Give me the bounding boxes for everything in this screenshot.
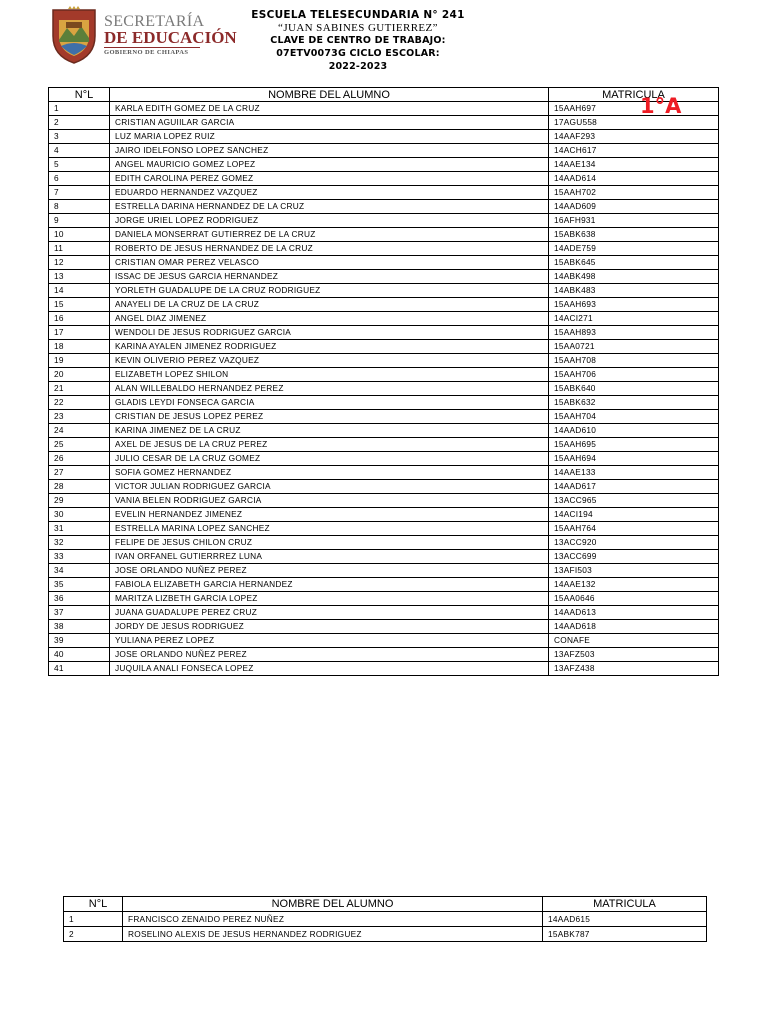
student-name: FABIOLA ELIZABETH GARCIA HERNANDEZ xyxy=(110,578,549,592)
student-matricula: 15AAH893 xyxy=(549,326,719,340)
student-matricula: 14AAD613 xyxy=(549,606,719,620)
table-header-row xyxy=(49,88,719,102)
student-name: ROBERTO DE JESUS HERNANDEZ DE LA CRUZ xyxy=(110,242,549,256)
header-name: NOMBRE DEL ALUMNO xyxy=(123,897,543,912)
student-matricula: 15AAH706 xyxy=(549,368,719,382)
student-name: SOFIA GOMEZ HERNANDEZ xyxy=(110,466,549,480)
row-number: 2 xyxy=(49,116,110,130)
student-name: AXEL DE JESUS DE LA CRUZ PEREZ xyxy=(110,438,549,452)
student-matricula: 13AFZ503 xyxy=(549,648,719,662)
student-matricula: 14ABK498 xyxy=(549,270,719,284)
student-name: GLADIS LEYDI FONSECA GARCIA xyxy=(110,396,549,410)
table-row xyxy=(49,424,719,438)
table-row xyxy=(49,284,719,298)
student-matricula: 14AAD614 xyxy=(549,172,719,186)
table-row xyxy=(49,508,719,522)
student-matricula: 13ACC920 xyxy=(549,536,719,550)
row-number: 14 xyxy=(49,284,110,298)
student-matricula: 15AAH764 xyxy=(549,522,719,536)
row-number: 9 xyxy=(49,214,110,228)
header-matricula: MATRICULA xyxy=(549,88,719,102)
student-name: WENDOLI DE JESUS RODRIGUEZ GARCIA xyxy=(110,326,549,340)
student-matricula: 13AFI503 xyxy=(549,564,719,578)
student-matricula: 14ADE759 xyxy=(549,242,719,256)
table-row xyxy=(49,340,719,354)
header-matricula: MATRICULA xyxy=(543,897,707,912)
row-number: 3 xyxy=(49,130,110,144)
student-name: YORLETH GUADALUPE DE LA CRUZ RODRIGUEZ xyxy=(110,284,549,298)
student-matricula: 14ACI194 xyxy=(549,508,719,522)
table-row xyxy=(49,466,719,480)
row-number: 26 xyxy=(49,452,110,466)
row-number: 22 xyxy=(49,396,110,410)
student-matricula: 15AAH704 xyxy=(549,410,719,424)
table-row xyxy=(49,172,719,186)
table-row xyxy=(49,480,719,494)
row-number: 16 xyxy=(49,312,110,326)
table-row xyxy=(49,312,719,326)
group-label: 1°A xyxy=(640,94,682,118)
student-matricula: 15AAH702 xyxy=(549,186,719,200)
logo-gobierno-text: GOBIERNO DE CHIAPAS xyxy=(104,49,189,56)
logo-divider xyxy=(104,47,200,48)
row-number: 19 xyxy=(49,354,110,368)
row-number: 25 xyxy=(49,438,110,452)
row-number: 27 xyxy=(49,466,110,480)
student-name: DANIELA MONSERRAT GUTIERREZ DE LA CRUZ xyxy=(110,228,549,242)
student-matricula: 14ABK483 xyxy=(549,284,719,298)
table-row xyxy=(49,396,719,410)
row-number: 1 xyxy=(64,912,123,927)
row-number: 11 xyxy=(49,242,110,256)
student-name: JORDY DE JESUS RODRIGUEZ xyxy=(110,620,549,634)
student-matricula: 16AFH931 xyxy=(549,214,719,228)
student-name: EDITH CAROLINA PEREZ GOMEZ xyxy=(110,172,549,186)
student-name: JUANA GUADALUPE PEREZ CRUZ xyxy=(110,606,549,620)
ciclo-escolar: 2022-2023 xyxy=(328,61,388,72)
table-row xyxy=(49,494,719,508)
student-name: IVAN ORFANEL GUTIERRREZ LUNA xyxy=(110,550,549,564)
student-name: JAIRO IDELFONSO LOPEZ SANCHEZ xyxy=(110,144,549,158)
table-row xyxy=(49,410,719,424)
student-matricula: 14AAF293 xyxy=(549,130,719,144)
row-number: 5 xyxy=(49,158,110,172)
student-matricula: 14AAE134 xyxy=(549,158,719,172)
row-number: 37 xyxy=(49,606,110,620)
table-row xyxy=(49,144,719,158)
student-name: EDUARDO HERNANDEZ VAZQUEZ xyxy=(110,186,549,200)
student-matricula: 14AAE132 xyxy=(549,578,719,592)
table-row xyxy=(49,242,719,256)
student-matricula: 15AAH708 xyxy=(549,354,719,368)
student-matricula: 17AGU558 xyxy=(549,116,719,130)
student-name: MARITZA LIZBETH GARCIA LOPEZ xyxy=(110,592,549,606)
student-matricula: 14AAD609 xyxy=(549,200,719,214)
student-name: ANAYELI DE LA CRUZ DE LA CRUZ xyxy=(110,298,549,312)
student-name: YULIANA PEREZ LOPEZ xyxy=(110,634,549,648)
row-number: 13 xyxy=(49,270,110,284)
student-name: ROSELINO ALEXIS DE JESUS HERNANDEZ RODRIGUEZ xyxy=(123,927,543,942)
row-number: 10 xyxy=(49,228,110,242)
row-number: 1 xyxy=(49,102,110,116)
student-name: CRISTIAN OMAR PEREZ VELASCO xyxy=(110,256,549,270)
student-name: ELIZABETH LOPEZ SHILON xyxy=(110,368,549,382)
student-matricula: 13ACC699 xyxy=(549,550,719,564)
row-number: 31 xyxy=(49,522,110,536)
row-number: 24 xyxy=(49,424,110,438)
table-row xyxy=(49,270,719,284)
student-matricula: 13AFZ438 xyxy=(549,662,719,676)
row-number: 17 xyxy=(49,326,110,340)
table-row xyxy=(64,927,707,942)
student-name: KEVIN OLIVERIO PEREZ VAZQUEZ xyxy=(110,354,549,368)
row-number: 40 xyxy=(49,648,110,662)
row-number: 32 xyxy=(49,536,110,550)
student-matricula: 14AAE133 xyxy=(549,466,719,480)
student-name: ANGEL DIAZ JIMENEZ xyxy=(110,312,549,326)
row-number: 21 xyxy=(49,382,110,396)
header-num: N°L xyxy=(64,897,123,912)
row-number: 38 xyxy=(49,620,110,634)
table-row xyxy=(49,382,719,396)
table-row xyxy=(49,592,719,606)
student-matricula: 15AA0721 xyxy=(549,340,719,354)
student-matricula: 13ACC965 xyxy=(549,494,719,508)
row-number: 35 xyxy=(49,578,110,592)
student-matricula: 14ACI271 xyxy=(549,312,719,326)
student-matricula: 14ACH617 xyxy=(549,144,719,158)
table-row xyxy=(49,130,719,144)
student-name: KARLA EDITH GOMEZ DE LA CRUZ xyxy=(110,102,549,116)
student-name: JULIO CESAR DE LA CRUZ GOMEZ xyxy=(110,452,549,466)
student-name: LUZ MARIA LOPEZ RUIZ xyxy=(110,130,549,144)
table-row xyxy=(49,452,719,466)
student-name: VANIA BELEN RODRIGUEZ GARCIA xyxy=(110,494,549,508)
row-number: 41 xyxy=(49,662,110,676)
student-name: VICTOR JULIAN RODRIGUEZ GARCIA xyxy=(110,480,549,494)
student-name: FELIPE DE JESUS CHILON CRUZ xyxy=(110,536,549,550)
additional-students-table xyxy=(63,896,707,942)
table-row xyxy=(49,256,719,270)
student-name: JOSE ORLANDO NUÑEZ PEREZ xyxy=(110,648,549,662)
student-name: JUQUILA ANALI FONSECA LOPEZ xyxy=(110,662,549,676)
student-matricula: 14AAD615 xyxy=(543,912,707,927)
table-row xyxy=(49,564,719,578)
table-row xyxy=(49,368,719,382)
student-name: CRISTIAN DE JESUS LOPEZ PEREZ xyxy=(110,410,549,424)
table-row xyxy=(49,158,719,172)
table-row xyxy=(49,354,719,368)
student-matricula: 15ABK632 xyxy=(549,396,719,410)
logo-educacion-text: DE EDUCACIÓN xyxy=(104,28,237,47)
row-number: 36 xyxy=(49,592,110,606)
table-row xyxy=(49,228,719,242)
table-row xyxy=(49,620,719,634)
school-title: ESCUELA TELESECUNDARIA N° 241 xyxy=(251,9,465,21)
table-row xyxy=(49,522,719,536)
student-matricula: 15AA0646 xyxy=(549,592,719,606)
student-matricula: 15AAH695 xyxy=(549,438,719,452)
table-row xyxy=(49,326,719,340)
row-number: 7 xyxy=(49,186,110,200)
school-name: “JUAN SABINES GUTIERREZ” xyxy=(278,22,438,34)
table-row xyxy=(49,578,719,592)
table-row xyxy=(49,298,719,312)
student-name: CRISTIAN AGUIILAR GARCIA xyxy=(110,116,549,130)
student-matricula: 14AAD617 xyxy=(549,480,719,494)
table-row xyxy=(49,662,719,676)
student-name: ISSAC DE JESUS GARCIA HERNANDEZ xyxy=(110,270,549,284)
table-row xyxy=(49,550,719,564)
row-number: 4 xyxy=(49,144,110,158)
table-row xyxy=(49,116,719,130)
table-header-row xyxy=(64,897,707,912)
student-matricula: 14AAD610 xyxy=(549,424,719,438)
document-header xyxy=(222,9,494,73)
clave-label: CLAVE DE CENTRO DE TRABAJO: xyxy=(270,35,446,46)
student-matricula: CONAFE xyxy=(549,634,719,648)
row-number: 33 xyxy=(49,550,110,564)
student-name: EVELIN HERNANDEZ JIMENEZ xyxy=(110,508,549,522)
row-number: 12 xyxy=(49,256,110,270)
row-number: 6 xyxy=(49,172,110,186)
student-name: ALAN WILLEBALDO HERNANDEZ PEREZ xyxy=(110,382,549,396)
student-name: KARINA JIMENEZ DE LA CRUZ xyxy=(110,424,549,438)
table-row xyxy=(49,648,719,662)
student-name: JOSE ORLANDO NUÑEZ PEREZ xyxy=(110,564,549,578)
row-number: 39 xyxy=(49,634,110,648)
student-matricula: 15ABK787 xyxy=(543,927,707,942)
row-number: 23 xyxy=(49,410,110,424)
row-number: 15 xyxy=(49,298,110,312)
student-matricula: 15ABK640 xyxy=(549,382,719,396)
table-row xyxy=(49,102,719,116)
table-row xyxy=(49,438,719,452)
row-number: 30 xyxy=(49,508,110,522)
logo-secretaria-text: SECRETARÍA xyxy=(104,13,205,30)
student-name: FRANCISCO ZENAIDO PEREZ NUÑEZ xyxy=(123,912,543,927)
clave-ciclo: 07ETV0073G CICLO ESCOLAR: xyxy=(276,48,440,59)
table-row xyxy=(49,200,719,214)
row-number: 8 xyxy=(49,200,110,214)
student-matricula: 15AAH694 xyxy=(549,452,719,466)
table-row xyxy=(49,214,719,228)
student-name: KARINA AYALEN JIMENEZ RODRIGUEZ xyxy=(110,340,549,354)
secretaria-educacion-logo xyxy=(50,6,237,64)
row-number: 2 xyxy=(64,927,123,942)
table-row xyxy=(49,186,719,200)
row-number: 28 xyxy=(49,480,110,494)
table-row xyxy=(64,912,707,927)
row-number: 34 xyxy=(49,564,110,578)
header-num: N°L xyxy=(49,88,110,102)
student-name: ESTRELLA MARINA LOPEZ SANCHEZ xyxy=(110,522,549,536)
student-name: ESTRELLA DARINA HERNANDEZ DE LA CRUZ xyxy=(110,200,549,214)
student-matricula: 15ABK638 xyxy=(549,228,719,242)
row-number: 29 xyxy=(49,494,110,508)
student-matricula: 15AAH693 xyxy=(549,298,719,312)
student-matricula: 15ABK645 xyxy=(549,256,719,270)
student-name: ANGEL MAURICIO GOMEZ LOPEZ xyxy=(110,158,549,172)
row-number: 18 xyxy=(49,340,110,354)
student-roster-table xyxy=(48,87,719,676)
chiapas-coat-of-arms-icon xyxy=(50,6,98,64)
student-matricula: 14AAD618 xyxy=(549,620,719,634)
header-name: NOMBRE DEL ALUMNO xyxy=(110,88,549,102)
table-row xyxy=(49,634,719,648)
table-row xyxy=(49,606,719,620)
student-matricula: 15AAH697 xyxy=(549,102,719,116)
table-row xyxy=(49,536,719,550)
student-name: JORGE URIEL LOPEZ RODRIGUEZ xyxy=(110,214,549,228)
row-number: 20 xyxy=(49,368,110,382)
